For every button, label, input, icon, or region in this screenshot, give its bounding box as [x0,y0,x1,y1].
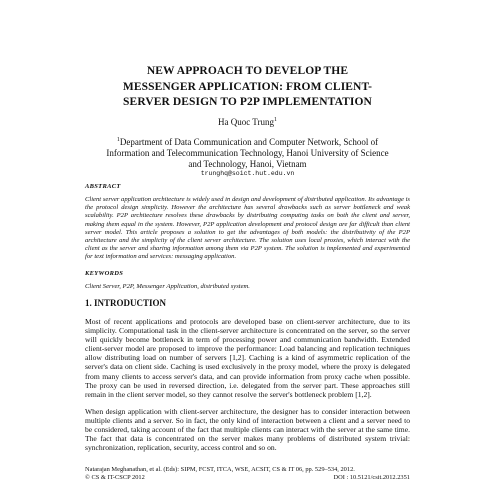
paper-title [0,64,495,111]
keywords-text: Client Server, P2P, Messenger Application, distributed system. [85,283,250,290]
affiliation-line-3: and Technology, Hanoi, Vietnam [188,159,307,169]
page-footer [85,466,410,482]
abstract-heading: ABSTRACT [85,183,121,190]
footer-citation: Natarajan Meghanathan, et al. (Eds): SIPM, FCST, ITCA, WSE, ACSIT, CS & IT 06, pp. 529–534, 2012. [85,466,355,473]
keywords-heading: KEYWORDS [85,270,124,277]
section-heading-introduction: 1. INTRODUCTION [85,298,167,308]
affiliation [0,135,495,170]
title-line-3: SERVER DESIGN TO P2P IMPLEMENTATION [123,96,372,108]
author-email: trunghq@soict.hut.edu.vn [200,170,295,177]
abstract-text: Client server application architecture is widely used in design and development of distributed application. Its advantage is the protocol design simplicity. However the architecture has several drawbacks such as server bottleneck and weak scalability. P2P architecture resolves these drawbacks by distributing computing tasks on both the client and server, making them equal in the system. However, P2P application development and protocol design are far difficult than client server model. This article proposes a solution to get the advantages of both models: the distributivity of the P2P architecture and the simplicity of the client server architecture. The solution uses local proxies, which interact with the client as the server and sharing information among them via P2P system. The solution is implemented and experimented for text information and services: messaging application. [85,196,410,261]
author-mark: 1 [274,117,277,123]
footer-doi: DOI : 10.5121/csit.2012.2351 [333,474,410,481]
intro-paragraph-1: Most of recent applications and protocols are developed base on client-server architecture, due to its simplicity. Computational task in the client-server architecture is concentrated on the server, so the server will quickly become bottleneck in term of processing power and communication bandwidth. Extended client-server model are proposed to improve the performance: Load balancing and replication techniques allow distributing load on number of servers [1,2]. Caching is a kind of asymmetric replication of the server's data on client side. Caching is used exclusively in the proxy model, where the proxy is delegated from many clients to access server's data, and can provide information from proxy cache when possible. The proxy can be used in reversed direction, i.e. delegated from the server part. These approaches still remain in the client server model, so they cannot resolve the server's bottleneck problem [1,2]. [85,317,410,399]
author [0,117,495,127]
affiliation-mark: 1 [116,137,120,143]
affiliation-line-1: Department of Data Communication and Computer Network, School of [119,137,379,147]
footer-copyright: © CS & IT-CSCP 2012 [85,474,145,481]
title-line-1: NEW APPROACH TO DEVELOP THE [146,65,349,77]
affiliation-line-2: Information and Telecommunication Technology, Hanoi University of Science [106,148,389,158]
intro-paragraph-2: When design application with client-server architecture, the designer has to consider interaction between multiple clients and a server. So in fact, the only kind of interaction between a client and a server need to be considered, taking account of the fact that multiple clients can interact with the server at the same time. The fact that data is concentrated on the server makes many problems of distributed system trivial: synchronization, replication, security, access control and so on. [85,407,410,453]
title-line-2: MESSENGER APPLICATION: FROM CLIENT- [122,80,373,93]
author-name: Ha Quoc Trung [217,117,274,127]
